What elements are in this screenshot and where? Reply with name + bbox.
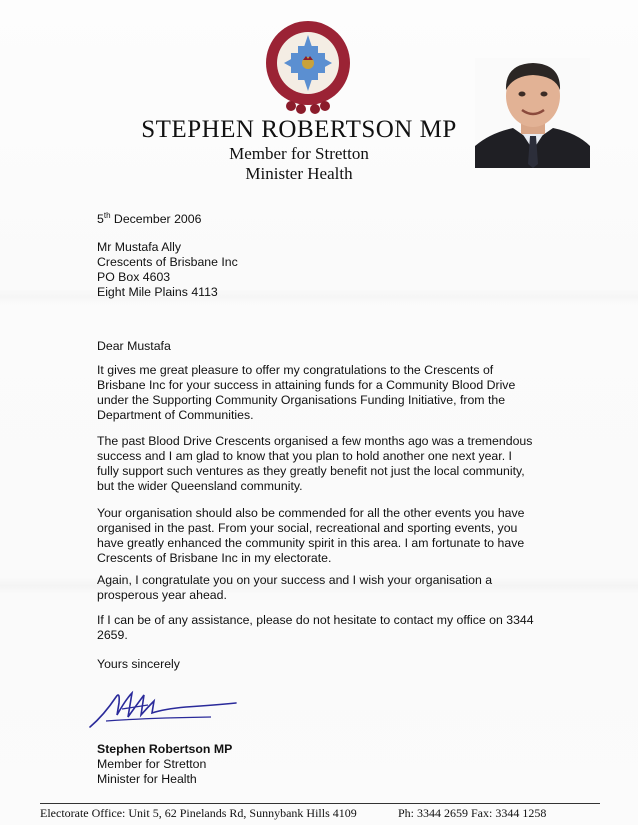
- recipient-name: Mr Mustafa Ally: [97, 240, 182, 254]
- salutation: Dear Mustafa: [97, 339, 171, 353]
- paragraph-5: If I can be of any assistance, please do not hesitate to contact my office on 3344 2659.: [97, 613, 534, 642]
- paragraph-4: Again, I congratulate you on your success and I wish your organisation a prosperous year ahead.: [97, 573, 493, 602]
- signatory-portfolio: Minister for Health: [97, 772, 197, 786]
- letterhead-portfolio: Minister Health: [245, 164, 353, 183]
- queensland-parliament-crest: [263, 18, 353, 118]
- paragraph-1: It gives me great pleasure to offer my congratulations to the Crescents of Brisbane Inc for your success in attaining funds for a Community Blood Drive under the Supporting Community Organisations Funding Initiative, from the Department of Communities.: [97, 363, 516, 422]
- letter-date: 5th December 2006: [97, 211, 202, 227]
- recipient-po-box: PO Box 4603: [97, 270, 171, 284]
- minister-portrait-photo: [475, 58, 590, 168]
- paragraph-3: Your organisation should also be commended for all the other events you have organised in the past. From your social, recreational and sporting events, you have greatly enhanced the community spirit in this area. I am fortunate to have Crescents of Brisbane Inc in my electorate.: [97, 506, 525, 565]
- footer-office-address: Electorate Office: Unit 5, 62 Pinelands Rd, Sunnybank Hills 4109: [40, 806, 357, 820]
- paragraph-2: The past Blood Drive Crescents organised a few months ago was a tremendous success and I am glad to know that you plan to hold another one next year. I fully support such ventures as they greatly benefit not just the local community, but the wider Queensland community.: [97, 434, 533, 493]
- signature-block: [97, 742, 537, 787]
- recipient-address: [97, 240, 537, 300]
- letterhead-electorate: Member for Stretton: [229, 144, 369, 163]
- recipient-organisation: Crescents of Brisbane Inc: [97, 255, 238, 269]
- letterhead-name: STEPHEN ROBERTSON MP: [141, 116, 457, 143]
- footer-divider: [40, 803, 600, 804]
- signatory-name: Stephen Robertson MP: [97, 742, 233, 756]
- recipient-suburb: Eight Mile Plains 4113: [97, 285, 218, 299]
- handwritten-signature: [86, 685, 246, 733]
- closing: Yours sincerely: [97, 657, 180, 671]
- signatory-electorate: Member for Stretton: [97, 757, 207, 771]
- footer-contact-numbers: Ph: 3344 2659 Fax: 3344 1258: [398, 806, 547, 820]
